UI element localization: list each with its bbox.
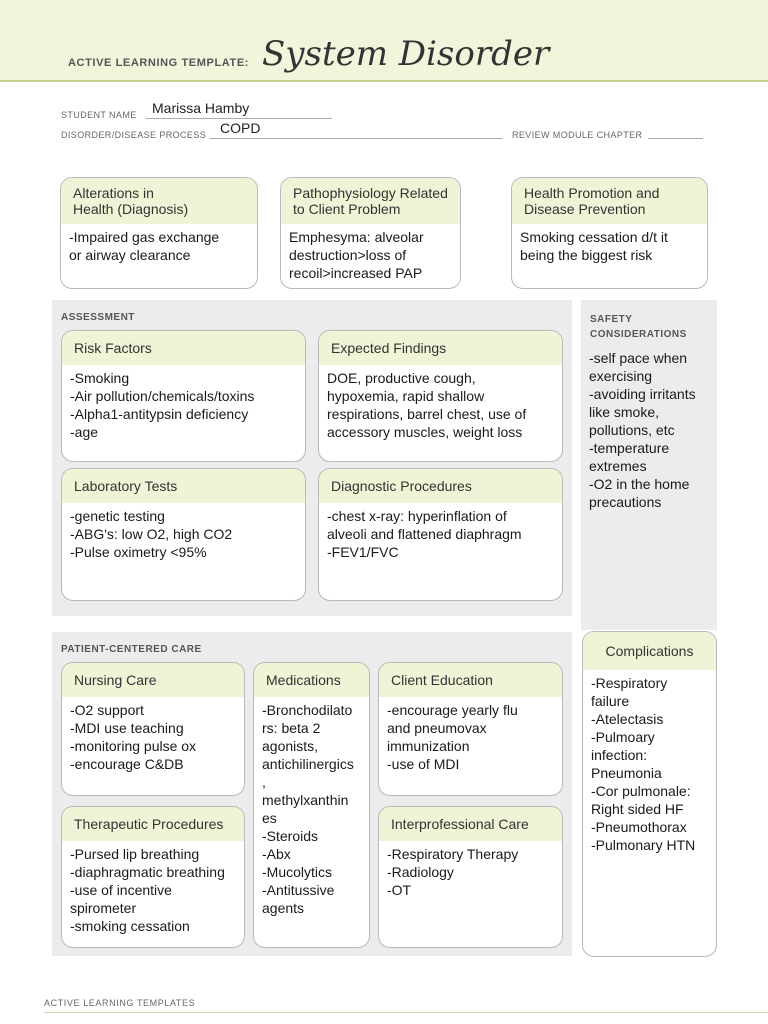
lab-tests-content[interactable] [62,503,305,565]
text-line: agonists, [262,738,319,754]
text-line: -Abx [262,846,291,862]
text-line: -temperature [589,440,670,456]
patient-care-title: PATIENT-CENTERED CARE [61,644,202,655]
expected-findings-content[interactable] [319,365,562,445]
therapeutic-header: Therapeutic Procedures [62,807,244,841]
text-line: -Pursed lip breathing [70,846,200,862]
text-line: -use of MDI [387,756,460,772]
nursing-care-header: Nursing Care [62,663,244,697]
text-line: -Pneumothorax [591,819,687,835]
text-line: and pneumovax [387,720,487,736]
health-promotion-content[interactable] [512,224,707,268]
safety-title [590,312,687,342]
text-line: Right sided HF [591,801,684,817]
text-line: rs: beta 2 [262,720,321,736]
safety-title-1: SAFETY [590,314,633,325]
interprofessional-box [378,806,563,948]
lab-tests-header: Laboratory Tests [62,469,305,503]
text-line: -Bronchodilato [262,702,353,718]
client-education-content[interactable] [379,697,562,777]
text-line: -Antitussive [262,882,335,898]
text-line: -Atelectasis [591,711,664,727]
diagnostic-header: Diagnostic Procedures [319,469,562,503]
assessment-title: ASSESSMENT [61,312,135,323]
text-line: -monitoring pulse ox [70,738,197,754]
student-name-label: STUDENT NAME [61,110,137,120]
expected-findings-header: Expected Findings [319,331,562,365]
lab-tests-box [61,468,306,601]
nursing-care-box [61,662,245,796]
text-line: -O2 support [70,702,144,718]
text-line: -O2 in the home [589,476,690,492]
risk-factors-box [61,330,306,462]
text-line: or airway clearance [69,247,191,263]
text-line: DOE, productive cough, [327,370,476,386]
disorder-label: DISORDER/DISEASE PROCESS [61,130,207,140]
text-line: -OT [387,882,412,898]
safety-title-2: CONSIDERATIONS [590,329,687,340]
text-line: -avoiding irritants [589,386,696,402]
chapter-label: REVIEW MODULE CHAPTER [512,130,643,140]
alterations-content[interactable] [61,224,257,268]
text-line: -Impaired gas exchange [69,229,220,245]
health-promotion-title-2: Disease Prevention [524,201,646,217]
risk-factors-header: Risk Factors [62,331,305,365]
text-line: accessory muscles, weight loss [327,424,523,440]
text-line: respirations, barrel chest, use of [327,406,527,422]
disorder-field[interactable]: COPD [220,120,261,136]
pathophysiology-content[interactable] [281,224,460,286]
text-line: destruction>loss of [289,247,407,263]
expected-findings-box [318,330,563,462]
text-line: es [262,810,277,826]
chapter-field[interactable] [648,138,703,139]
text-line: -use of incentive [70,882,172,898]
template-label: ACTIVE LEARNING TEMPLATE: [68,57,250,69]
complications-box [582,631,717,957]
safety-content[interactable] [589,349,714,511]
text-line: methylxanthin [262,792,349,808]
health-promotion-box [511,177,708,289]
text-line: spirometer [70,900,137,916]
disorder-line [210,138,502,139]
text-line: -chest x-ray: hyperinflation of [327,508,507,524]
text-line: failure [591,693,630,709]
pathophysiology-box [280,177,461,289]
pathophysiology-header [281,178,460,224]
text-line: -ABG's: low O2, high CO2 [70,526,233,542]
text-line: , [262,774,266,790]
medications-content[interactable] [254,697,369,921]
client-education-box [378,662,563,796]
text-line: -Respiratory Therapy [387,846,519,862]
text-line: Pneumonia [591,765,662,781]
text-line: -Pulmonary HTN [591,837,696,853]
text-line: -FEV1/FVC [327,544,399,560]
text-line: -Air pollution/chemicals/toxins [70,388,255,404]
nursing-care-content[interactable] [62,697,244,777]
text-line: precautions [589,494,662,510]
text-line: exercising [589,368,653,384]
therapeutic-content[interactable] [62,841,244,939]
medications-box [253,662,370,948]
text-line: -encourage yearly flu [387,702,518,718]
health-promotion-header [512,178,707,224]
text-line: Smoking cessation d/t it [520,229,668,245]
text-line: -Alpha1-antitypsin deficiency [70,406,249,422]
page-title: System Disorder [262,34,550,74]
text-line: hypoxemia, rapid shallow [327,388,485,404]
diagnostic-box [318,468,563,601]
student-name-field[interactable]: Marissa Hamby [152,100,250,116]
interprofessional-header: Interprofessional Care [379,807,562,841]
health-promotion-title-1: Health Promotion and [524,185,660,201]
client-education-header: Client Education [379,663,562,697]
text-line: immunization [387,738,470,754]
pathophysiology-title-1: Pathophysiology Related [293,185,448,201]
text-line: -Pulmoary [591,729,655,745]
complications-content[interactable] [583,670,716,858]
text-line: -encourage C&DB [70,756,184,772]
pathophysiology-title-2: to Client Problem [293,201,401,217]
text-line: -diaphragmatic breathing [70,864,225,880]
text-line: agents [262,900,305,916]
text-line: being the biggest risk [520,247,653,263]
alterations-title-1: Alterations in [73,185,154,201]
text-line: -smoking cessation [70,918,190,934]
text-line: -Smoking [70,370,130,386]
diagnostic-content[interactable] [319,503,562,565]
text-line: Emphesyma: alveolar [289,229,424,245]
text-line: pollutions, etc [589,422,675,438]
text-line: -Respiratory [591,675,668,691]
text-line: -genetic testing [70,508,165,524]
text-line: like smoke, [589,404,660,420]
interprofessional-content[interactable] [379,841,562,903]
text-line: -Pulse oximetry <95% [70,544,207,560]
text-line: -Steroids [262,828,319,844]
text-line: antichilinergics [262,756,354,772]
text-line: -Cor pulmonale: [591,783,691,799]
text-line: -MDI use teaching [70,720,184,736]
text-line: -Radiology [387,864,454,880]
footer-divider [44,1012,768,1013]
alterations-header [61,178,257,224]
text-line: alveoli and flattened diaphragm [327,526,522,542]
text-line: -self pace when [589,350,688,366]
medications-header: Medications [254,663,369,697]
text-line: recoil>increased PAP [289,265,423,281]
text-line: -Mucolytics [262,864,333,880]
footer-label: ACTIVE LEARNING TEMPLATES [44,998,196,1008]
student-name-line [146,118,332,119]
complications-header: Complications [583,632,716,670]
text-line: extremes [589,458,647,474]
risk-factors-content[interactable] [62,365,305,445]
alterations-box [60,177,258,289]
alterations-title-2: Health (Diagnosis) [73,201,189,217]
therapeutic-box [61,806,245,948]
text-line: infection: [591,747,648,763]
text-line: -age [70,424,99,440]
